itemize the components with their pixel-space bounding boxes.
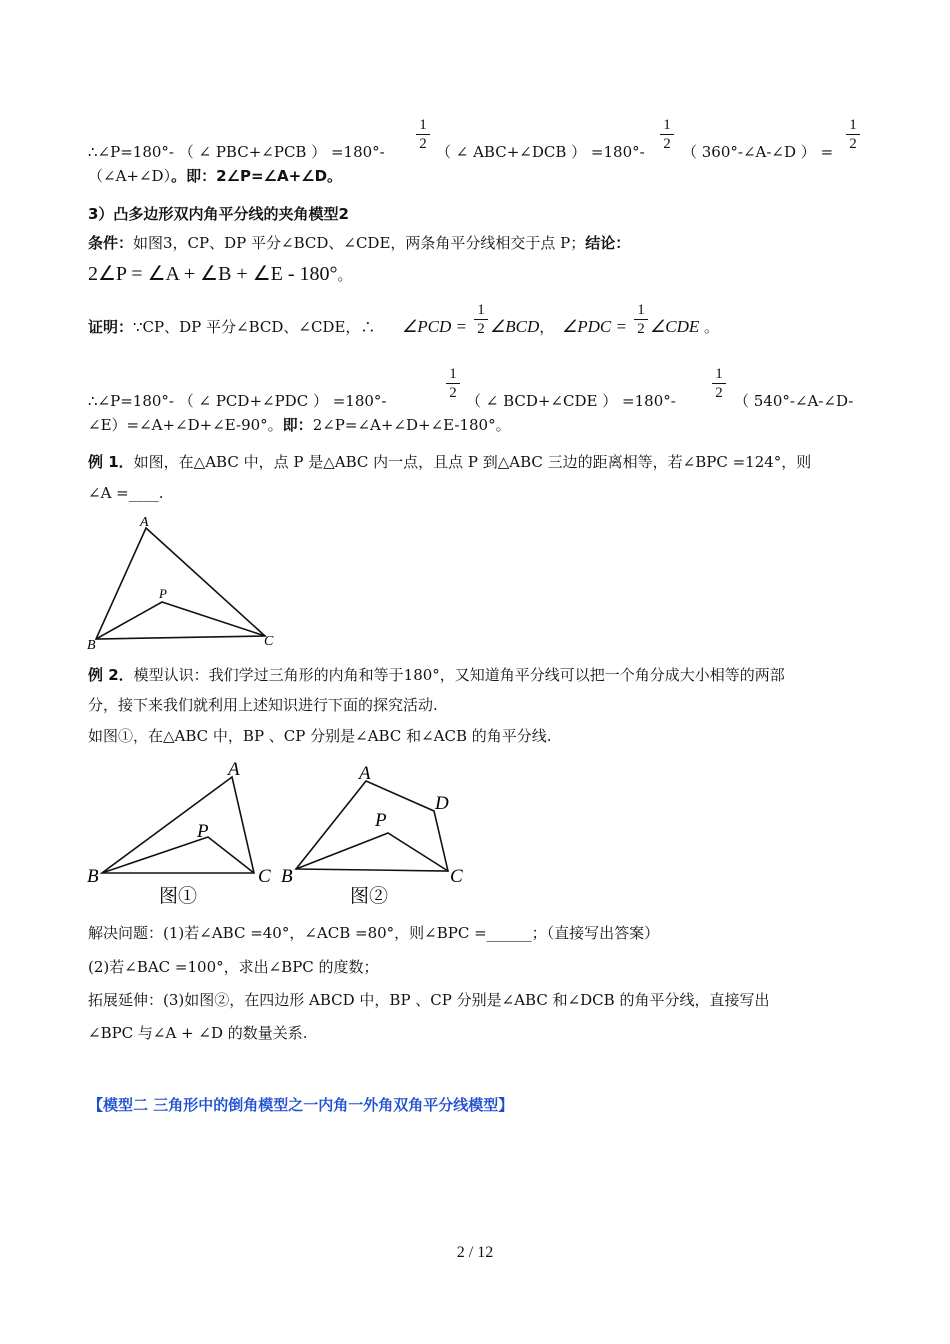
proof1-line1-c: （ 360°-∠A-∠D ） = [682, 143, 834, 161]
section3-proof-eq1: ∠PCD = [402, 317, 467, 336]
example2-q2: (2)若∠BAC =100°，求出∠BPC 的度数； [88, 958, 379, 976]
example2-q3-b: ∠BPC 与∠A + ∠D 的数量关系. [88, 1024, 308, 1042]
label-B: B [87, 866, 99, 887]
fig1-caption: 图① [159, 886, 198, 907]
proof1-line1-part-a: ∴∠P=180°- （ ∠ PBC+∠PCB ） =180°- [88, 143, 385, 161]
example1-text: 例 1．如图，在△ABC 中，点 P 是△ABC 内一点，且点 P 到△ABC 三边的距离相等，若∠BPC =124°，则 [88, 453, 812, 471]
fig2-caption: 图② [350, 886, 389, 907]
section3-line4: ∠E）=∠A+∠D+∠E-90°。即：2∠P=∠A+∠D+∠E-180°。 [88, 416, 511, 434]
label-C: C [264, 634, 274, 649]
example2-figure2 [280, 755, 480, 910]
section3-condition: 条件：如图3，CP、DP 平分∠BCD、∠CDE，两条角平分线相交于点 P；结论： [88, 234, 631, 252]
proof1-line2: （∠A+∠D）。即：2∠P=∠A+∠D。 [88, 167, 343, 185]
label-A: A [228, 759, 240, 780]
section3-proof: 证明：∵CP、DP 平分∠BCD、∠CDE，∴ [88, 318, 376, 336]
example2-intro-a: 例 2．模型认识：我们学过三角形的内角和等于180°，又知道角平分线可以把一个角分成大小相等的两部 [88, 666, 785, 684]
label-A: A [359, 763, 371, 784]
fraction-half: 1 2 [634, 302, 648, 337]
fraction-half: 1 2 [474, 302, 488, 337]
proof1-line1-b: （ ∠ ABC+∠DCB ） =180°- [436, 143, 645, 161]
example2-intro-b: 分，接下来我们就利用上述知识进行下面的探究活动. [88, 696, 438, 714]
example2-q3-a: 拓展延伸：(3)如图②，在四边形 ABCD 中，BP 、CP 分别是∠ABC 和∠DCB 的角平分线，直接写出 [88, 991, 770, 1009]
section3-line3: ∴∠P=180°- （ ∠ PCD+∠PDC ） =180°- [88, 392, 387, 410]
fraction-half: 1 2 [846, 117, 860, 152]
label-P: P [159, 586, 167, 601]
label-P: P [197, 821, 209, 842]
fraction-half: 1 2 [446, 366, 460, 401]
proof1-line1 [88, 141, 385, 163]
section3-heading: 3）凸多边形双内角平分线的夹角模型2 [88, 205, 349, 223]
label-P: P [375, 810, 387, 831]
model2-title: 【模型二 三角形中的倒角模型之一内角一外角双角平分线模型】 [88, 1096, 514, 1114]
label-B: B [87, 638, 96, 653]
section3-formula: 2∠P = ∠A + ∠B + ∠E - 180°。 [88, 263, 353, 285]
example2-q1: 解决问题：(1)若∠ABC =40°，∠ACB =80°，则∠BPC =______；（直接写出答案） [88, 924, 660, 942]
example2-figure1 [84, 755, 284, 910]
label-B: B [281, 866, 293, 887]
label-D: D [435, 793, 449, 814]
fraction-half: 1 2 [416, 117, 430, 152]
label-C: C [258, 866, 271, 887]
page-number: 2 / 12 [456, 1244, 494, 1261]
fraction-half: 1 2 [660, 117, 674, 152]
example1-figure [82, 510, 282, 655]
example1-answer: ∠A =____. [88, 484, 164, 502]
example2-intro-c: 如图①，在△ABC 中，BP 、CP 分别是∠ABC 和∠ACB 的角平分线. [88, 727, 552, 745]
label-C: C [450, 866, 463, 887]
label-A: A [140, 515, 149, 530]
fraction-half: 1 2 [712, 366, 726, 401]
